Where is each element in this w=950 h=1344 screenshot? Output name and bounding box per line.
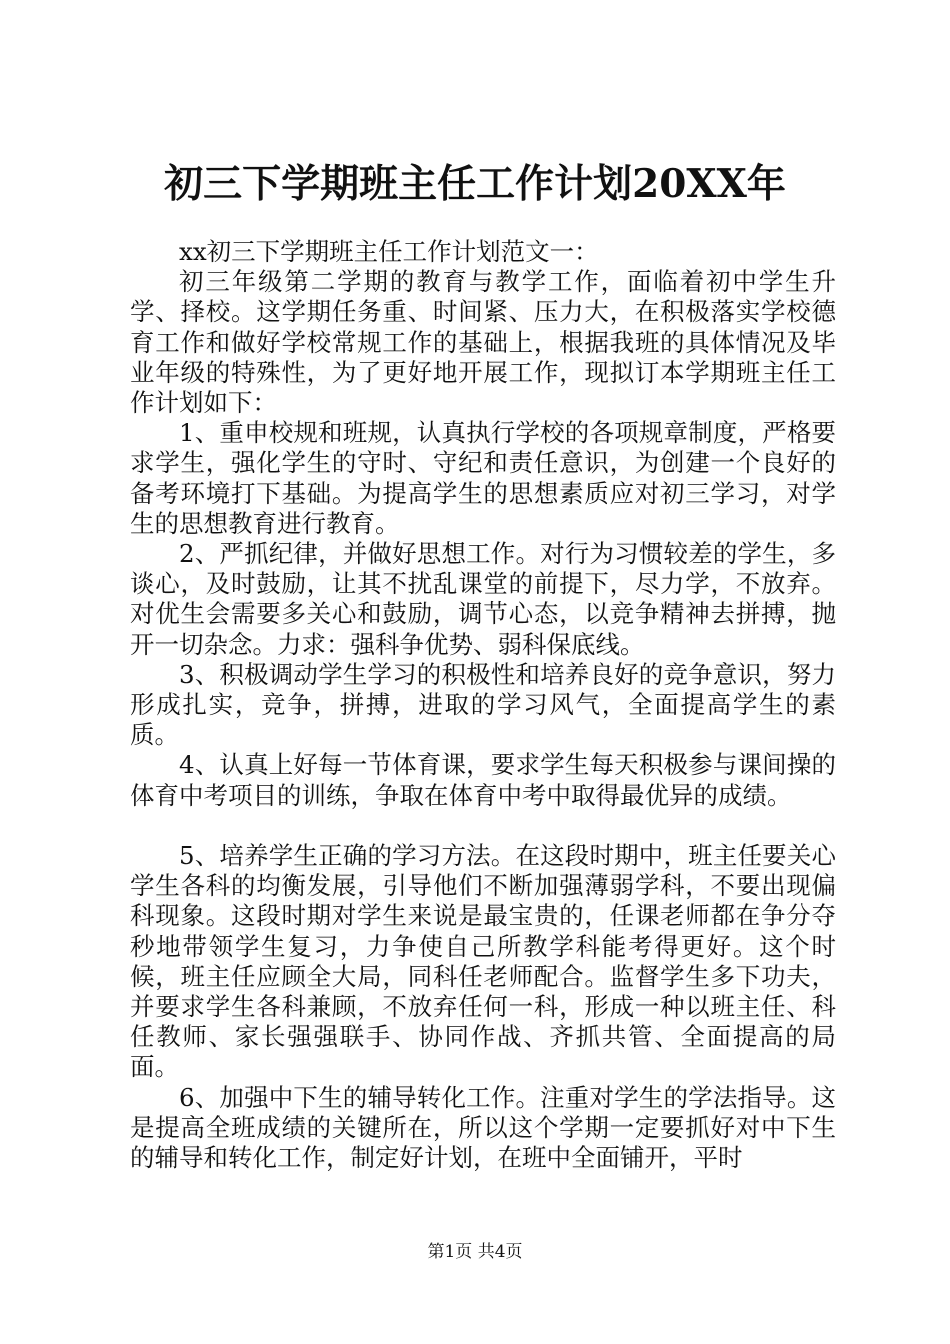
paragraph-background: 初三年级第二学期的教育与教学工作，面临着初中学生升学、择校。这学期任务重、时间紧、压力大，在积极落实学校德育工作和做好学校常规工作的基础上，根据我班的具体情况及毕业年级的特殊性，为了更好地开展工作，现拟订本学期班主任工作计划如下： xyxy=(130,267,836,418)
paragraph-item-5: 5、培养学生正确的学习方法。在这段时期中，班主任要关心学生各科的均衡发展，引导他们不断加强薄弱学科，不要出现偏科现象。这段时期对学生来说是最宝贵的，任课老师都在争分夺秒地带领学生复习，力争使自己所教学科能考得更好。这个时候，班主任应顾全大局，同科任老师配合。监督学生多下功夫，并要求学生各科兼顾，不放弃任何一科，形成一种以班主任、科任教师、家长强强联手、协同作战、齐抓共管、全面提高的局面。 xyxy=(130,841,836,1082)
paragraph-item-6: 6、加强中下生的辅导转化工作。注重对学生的学法指导。这是提高全班成绩的关键所在，所以这个学期一定要抓好对中下生的辅导和转化工作，制定好计划，在班中全面铺开，平时 xyxy=(130,1082,836,1173)
paragraph-item-2: 2、严抓纪律，并做好思想工作。对行为习惯较差的学生，多谈心，及时鼓励，让其不扰乱课堂的前提下，尽力学，不放弃。对优生会需要多关心和鼓励，调节心态，以竞争精神去拼搏，抛开一切杂念。力求：强科争优势、弱科保底线。 xyxy=(130,539,836,659)
page-number-footer: 第1页 共4页 xyxy=(427,1242,523,1262)
paragraph-item-4: 4、认真上好每一节体育课，要求学生每天积极参与课间操的体育中考项目的训练，争取在体育中考中取得最优异的成绩。 xyxy=(130,750,836,810)
paragraph-item-1: 1、重申校规和班规，认真执行学校的各项规章制度，严格要求学生，强化学生的守时、守纪和责任意识，为创建一个良好的备考环境打下基础。为提高学生的思想素质应对初三学习，对学生的思想教育进行教育。 xyxy=(130,418,836,538)
document-body xyxy=(130,237,836,1173)
paragraph-intro: xx初三下学期班主任工作计划范文一： xyxy=(179,237,599,266)
document-title: 初三下学期班主任工作计划20XX年 xyxy=(164,161,786,207)
blank-line xyxy=(130,811,836,841)
paragraph-item-3: 3、积极调动学生学习的积极性和培养良好的竞争意识，努力形成扎实，竞争，拼搏，进取的学习风气，全面提高学生的素质。 xyxy=(130,659,836,750)
